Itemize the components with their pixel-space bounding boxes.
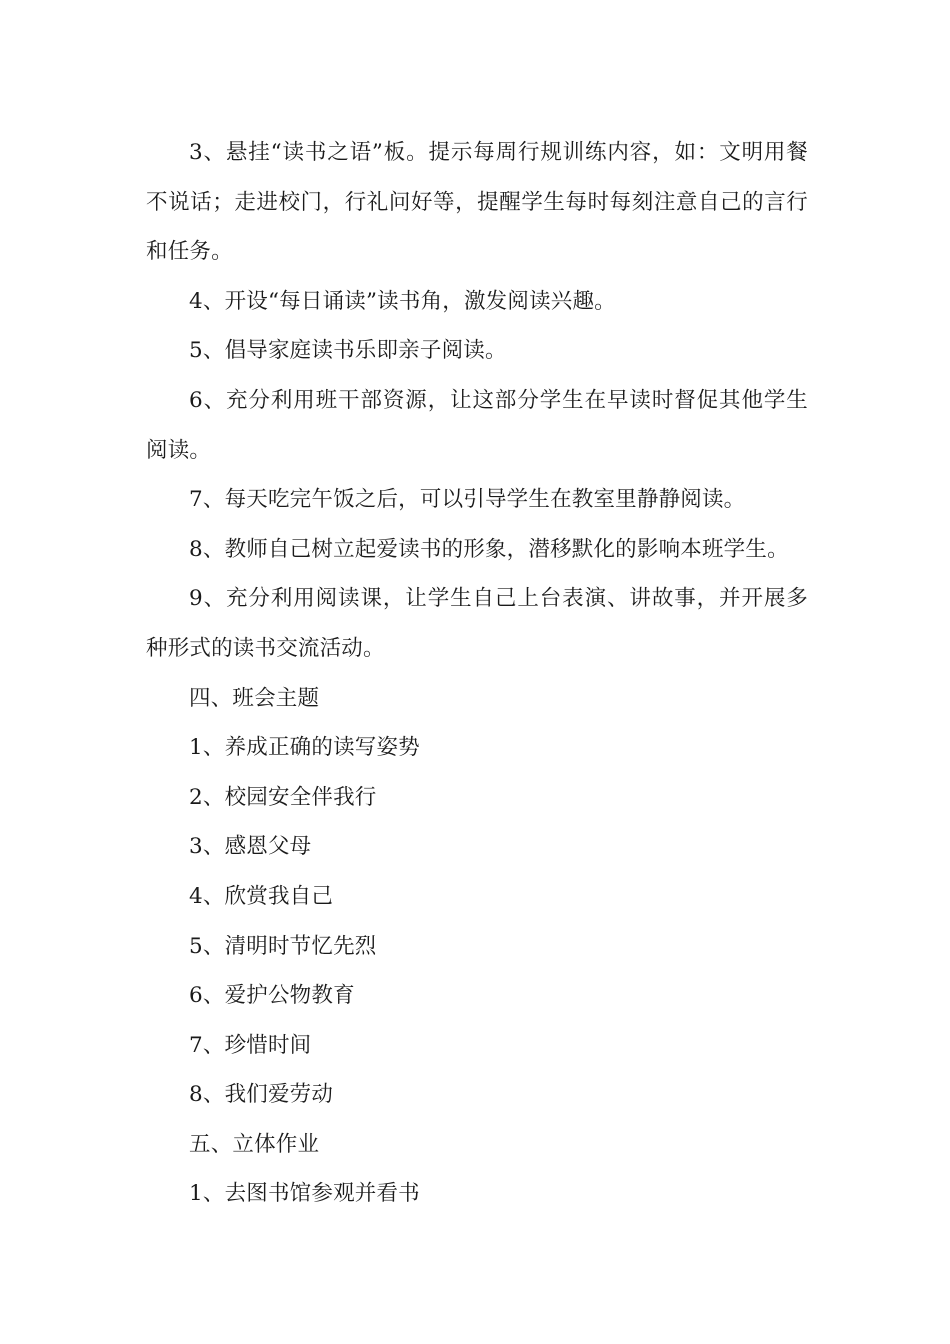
paragraph-item-4-reading-corner: 4、开设“每日诵读”读书角，激发阅读兴趣。 <box>189 288 616 314</box>
list-item: 8、我们爱劳动 <box>189 1082 334 1108</box>
list-item: 4、欣赏我自己 <box>189 883 334 909</box>
section-heading-class-meeting-themes: 四、班会主题 <box>189 685 320 711</box>
paragraph-item-5-family-reading: 5、倡导家庭读书乐即亲子阅读。 <box>189 338 507 364</box>
list-item: 6、爱护公物教育 <box>189 983 355 1009</box>
list-item: 1、养成正确的读写姿势 <box>189 735 420 761</box>
paragraph-item-6-class-cadres: 6、充分利用班干部资源，让这部分学生在早读时督促其他学生阅读。 <box>146 387 808 463</box>
list-item: 5、清明时节忆先烈 <box>189 933 377 959</box>
paragraph-item-7-after-lunch: 7、每天吃完午饭之后，可以引导学生在教室里静静阅读。 <box>189 487 746 513</box>
list-item: 7、珍惜时间 <box>189 1032 312 1058</box>
section-heading-homework: 五、立体作业 <box>189 1131 320 1157</box>
paragraph-item-8-teacher-example: 8、教师自己树立起爱读书的形象，潜移默化的影响本班学生。 <box>189 536 789 562</box>
list-item: 3、感恩父母 <box>189 834 312 860</box>
paragraph-item-9-reading-class: 9、充分利用阅读课，让学生自己上台表演、讲故事，并开展多种形式的读书交流活动。 <box>146 586 808 661</box>
document-body <box>146 128 808 1219</box>
list-item: 1、去图书馆参观并看书 <box>189 1181 420 1207</box>
paragraph-item-3-reading-board: 3、悬挂“读书之语”板。提示每周行规训练内容，如：文明用餐不说话；走进校门，行礼问好等，提醒学生每时每刻注意自己的言行和任务。 <box>146 140 808 265</box>
list-item: 2、校园安全伴我行 <box>189 784 377 810</box>
